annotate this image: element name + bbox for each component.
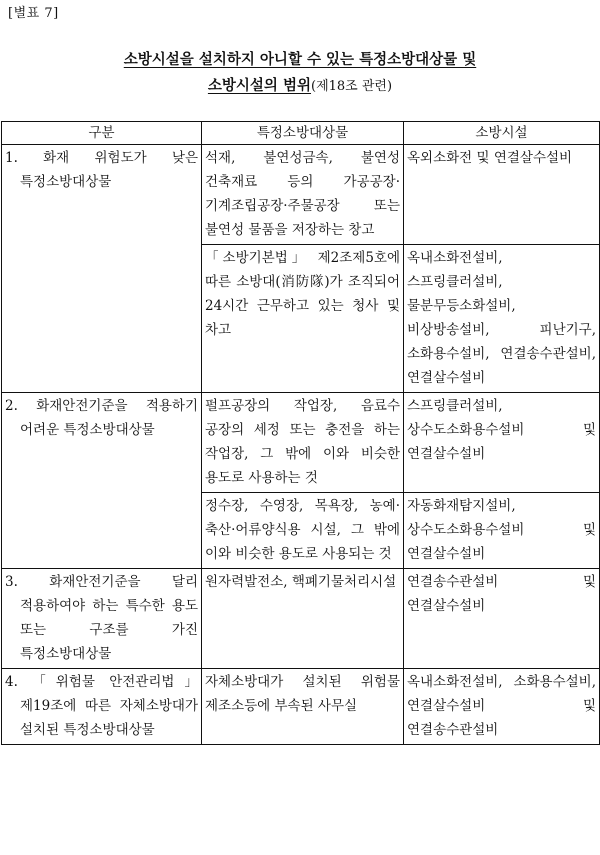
category-cell: 2. 화재안전기준을 적용하기 어려운 특정소방대상물 (2, 393, 202, 569)
appendix-label: [별표 7] (8, 6, 59, 21)
target-cell: 펄프공장의 작업장, 음료수 공장의 세정 또는 충전을 하는 작업장, 그 밖에 이와 비슷한 용도로 사용하는 것 (202, 393, 404, 493)
target-cell: 석재, 불연성금속, 불연성 건축재료 등의 가공공장·기계조립공장·주물공장 또는 불연성 물품을 저장하는 창고 (202, 145, 404, 245)
table-row (2, 145, 600, 245)
facilities-cell: 스프링클러설비, 상수도소화용수설비 및 연결살수설비 (404, 393, 600, 493)
facilities-cell: 자동화재탐지설비, 상수도소화용수설비 및 연결살수설비 (404, 493, 600, 569)
title-text-line2: 소방시설의 범위 (207, 77, 312, 94)
title-text-line1: 소방시설을 설치하지 아니할 수 있는 특정소방대상물 및 (123, 51, 477, 68)
table-row (2, 669, 600, 745)
table-header-row (2, 122, 600, 145)
facility-exemption-table (1, 121, 600, 745)
category-cell: 4. 「위험물 안전관리법」 제19조에 따른 자체소방대가 설치된 특정소방대상물 (2, 669, 202, 745)
target-cell: 정수장, 수영장, 목욕장, 농예·축산·어류양식용 시설, 그 밖에 이와 비슷한 용도로 사용되는 것 (202, 493, 404, 569)
table-row (2, 569, 600, 669)
category-cell: 1. 화재 위험도가 낮은 특정소방대상물 (2, 145, 202, 393)
header-facilities: 소방시설 (404, 122, 600, 145)
category-cell: 3. 화재안전기준을 달리 적용하여야 하는 특수한 용도 또는 구조를 가진 특정소방대상물 (2, 569, 202, 669)
facilities-cell: 연결송수관설비 및 연결살수설비 (404, 569, 600, 669)
facilities-cell: 옥외소화전 및 연결살수설비 (404, 145, 600, 245)
header-target: 특정소방대상물 (202, 122, 404, 145)
document-title-line1 (0, 48, 600, 69)
facilities-cell: 옥내소화전설비, 소화용수설비, 연결살수설비 및 연결송수관설비 (404, 669, 600, 745)
facilities-cell: 옥내소화전설비, 스프링클러설비, 물분무등소화설비, 비상방송설비, 피난기구, 소화용수설비, 연결송수관설비, 연결살수설비 (404, 245, 600, 393)
target-cell: 자체소방대가 설치된 위험물 제조소등에 부속된 사무실 (202, 669, 404, 745)
header-category: 구분 (2, 122, 202, 145)
title-reference: (제18조 관련) (311, 79, 393, 94)
table-row (2, 393, 600, 493)
target-cell: 원자력발전소, 핵폐기물처리시설 (202, 569, 404, 669)
target-cell: 「소방기본법」 제2조제5호에 따른 소방대(消防隊)가 조직되어 24시간 근무하고 있는 청사 및 차고 (202, 245, 404, 393)
document-title-line2 (0, 74, 600, 95)
